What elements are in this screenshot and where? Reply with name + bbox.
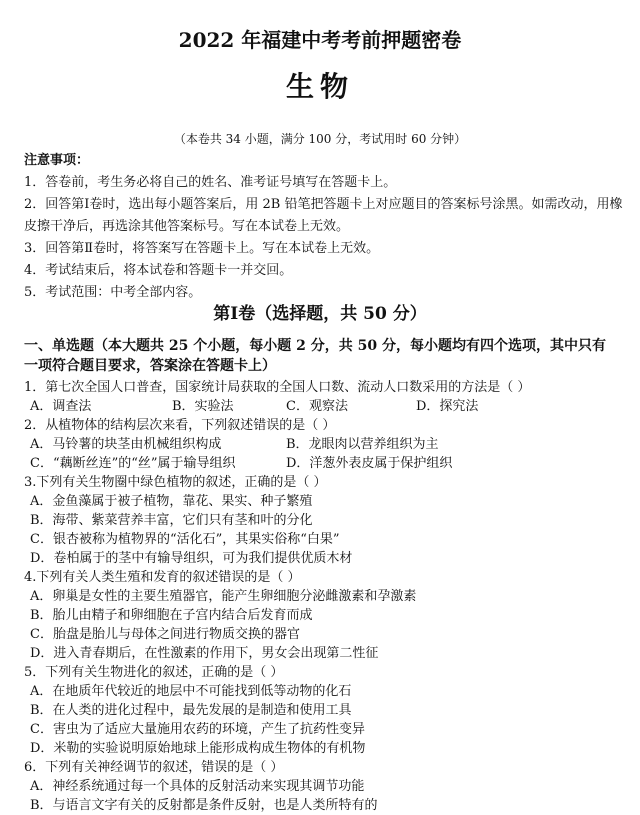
option-b: B．胎儿由精子和卵细胞在子宫内结合后发育而成: [30, 608, 313, 623]
note-item: 5．考试范围：中考全部内容。: [24, 285, 202, 300]
option-a: A．卵巢是女性的主要生殖器官，能产生卵细胞分泌雌激素和孕激素: [30, 589, 417, 604]
option-d: D．进入青春期后，在性激素的作用下，男女会出现第二性征: [30, 646, 379, 661]
option-b: B．海带、紫菜营养丰富，它们只有茎和叶的分化: [30, 513, 313, 528]
option-c: C．银杏被称为植物界的“活化石”，其果实俗称“白果”: [30, 532, 340, 547]
option-b: B．实验法: [172, 399, 234, 414]
note-item: 皮擦干净后，再选涂其他答案标号。写在本试卷上无效。: [24, 219, 350, 234]
question-stem: 5．下列有关生物进化的叙述，正确的是（ ）: [24, 665, 284, 680]
option-d: D．米勒的实验说明原始地球上能形成构成生物体的有机物: [30, 741, 366, 756]
note-item: 2．回答第Ⅰ卷时，选出每小题答案后，用 2B 铅笔把答题卡上对应题目的答案标号涂黑。如需改动，用橡: [24, 197, 623, 212]
option-a: A．在地质年代较近的地层中不可能找到低等动物的化石: [30, 684, 352, 699]
part-title: 第Ⅰ卷（选择题，共 50 分）: [213, 304, 427, 324]
option-c: C．“藕断丝连”的“丝”属于输导组织: [30, 456, 236, 471]
question-stem: 4.下列有关人类生殖和发育的叙述错误的是（ ）: [24, 570, 301, 585]
question-stem: 2．从植物体的结构层次来看，下列叙述错误的是（ ）: [24, 418, 336, 433]
question-stem: 3.下列有关生物圈中绿色植物的叙述，正确的是（ ）: [24, 475, 327, 490]
option-b: B．在人类的进化过程中，最先发展的是制造和使用工具: [30, 703, 352, 718]
option-b: B．与语言文字有关的反射都是条件反射，也是人类所特有的: [30, 798, 378, 813]
question-stem: 6．下列有关神经调节的叙述，错误的是（ ）: [24, 760, 284, 775]
option-d: D．卷柏属于的茎中有输导组织，可为我们提供优质木材: [30, 551, 353, 566]
option-c: C．观察法: [286, 399, 348, 414]
exam-info: （本卷共 34 小题，满分 100 分，考试用时 60 分钟）: [173, 132, 467, 146]
option-a: A．调查法: [30, 399, 92, 414]
option-d: D．探究法: [416, 399, 479, 414]
note-item: 1．答卷前，考生务必将自己的姓名、准考证号填写在答题卡上。: [24, 175, 397, 190]
option-c: C．害虫为了适应大量施用农药的环境，产生了抗药性变异: [30, 722, 365, 737]
question-stem: 1．第七次全国人口普查，国家统计局获取的全国人口数、流动人口数采用的方法是（ ）: [24, 380, 531, 395]
option-b: B．龙眼肉以营养组织为主: [286, 437, 439, 452]
subject-title: 生物: [285, 70, 354, 103]
option-a: A．金鱼藻属于被子植物，靠花、果实、种子繁殖: [30, 494, 313, 509]
note-item: 3．回答第Ⅱ卷时，将答案写在答题卡上。写在本试卷上无效。: [24, 241, 380, 256]
option-c: C．胎盘是胎儿与母体之间进行物质交换的器官: [30, 627, 300, 642]
option-a: A．神经系统通过每一个具体的反射活动来实现其调节功能: [30, 779, 365, 794]
notes-heading: 注意事项：: [24, 153, 90, 168]
option-a: A．马铃薯的块茎由机械组织构成: [30, 437, 222, 452]
note-item: 4．考试结束后，将本试卷和答题卡一并交回。: [24, 263, 293, 278]
section-heading-cont: 一项符合题目要求，答案涂在答题卡上）: [24, 358, 276, 374]
exam-title: 2022 年福建中考考前押题密卷: [178, 28, 462, 52]
option-d: D．洋葱外表皮属于保护组织: [286, 456, 453, 471]
section-heading: 一、单选题（本大题共 25 个小题，每小题 2 分，共 50 分，每小题均有四个选项，其中只有: [24, 338, 606, 354]
